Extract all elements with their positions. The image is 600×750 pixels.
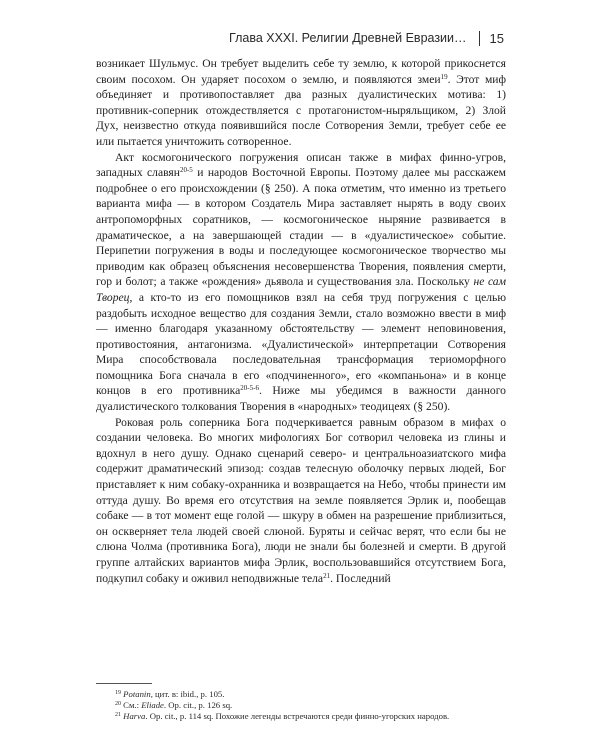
footnote-number: 19	[115, 690, 121, 696]
paragraph-1-text-a: возникает Шульмус. Он требует выделить себе ту землю, к которой прикоснется своим посохом. Он ударяет посохом о землю, и появляются змеи	[96, 57, 506, 86]
footnote-text: . Op. cit., p. 114 sq. Похожие легенды встречаются среди финно-угорских народов.	[145, 711, 450, 721]
footnote-21	[96, 711, 506, 722]
footnote-19	[96, 689, 506, 700]
paragraph-1-text-b: . Этот миф объединяет и противопоставляет два разных дуалистических мотива: 1) противник-соперник отождествляется с протагонистом-ныряльщиком, 2) Злой Дух, неизвестно откуда появившийся после Сотворения Земли, требует себе ее или пытается уничтожить сотворенное.	[96, 72, 506, 148]
paragraph-2-text-a: Акт космогонического погружения описан также в мифах финно-угров, западных славян	[96, 150, 506, 180]
header-divider	[479, 31, 480, 46]
running-title: Глава XXXI. Религии Древней Евразии…	[229, 31, 467, 45]
footnote-number: 20	[115, 701, 121, 707]
paragraph-1	[96, 56, 506, 150]
footnote-ref-20-5-6: 20-5-6	[240, 384, 259, 393]
footnote-author: Eliade	[141, 700, 164, 710]
footnote-prefix: См.:	[123, 700, 142, 710]
paragraph-2-emphasis: не сам Творец	[96, 275, 506, 304]
footnote-text: . Op. cit., p. 126 sq.	[163, 700, 233, 710]
footnote-number: 21	[115, 712, 121, 718]
main-text	[96, 56, 506, 586]
footnote-rule	[96, 683, 152, 684]
paragraph-3	[96, 415, 506, 587]
footnote-20	[96, 700, 506, 711]
paragraph-3-text-b: . Последний	[330, 571, 391, 585]
running-header	[96, 28, 504, 48]
footnote-ref-21: 21	[323, 571, 331, 580]
paragraph-2-text-b: и народов Восточной Европы. Поэтому далее мы расскажем подробнее о его происхождении (§ 250). А пока отметим, что именно из третьего варианта мифа — в котором Создатель Мира заставляет нырять в воду своих антропоморфных соратников, — космогоническое ныряние развивается в драматическое, а на завершающей стадии — в «дуалистическое» событие. Перипетии погружения в воды и последующее космогоническое творчество мы приводим как образец объяснения несовершенства Творения, появления смерти, гор и болот; а также «рождения» дьявола и существования зла. Поскольку	[96, 166, 506, 289]
footnotes	[96, 689, 506, 722]
footnote-ref-20-5: 20-5	[179, 166, 193, 175]
footnote-ref-19: 19	[440, 72, 448, 81]
footnote-text: , цит. в: ibid., p. 105.	[150, 689, 225, 699]
page-number: 15	[489, 30, 504, 46]
paragraph-2-text-d: . Ниже мы убедимся в важности данного дуалистического толкования Творения в «народных» теодицеях (§ 250).	[96, 384, 506, 414]
footnote-author: Harva	[123, 711, 146, 721]
paragraph-2	[96, 150, 506, 415]
footnote-author: Potanin	[123, 689, 151, 699]
paragraph-3-text-a: Роковая роль соперника Бога подчеркивается равным образом в мифах о создании человека. Во многих мифологиях Бог сотворил человека из глины и вдохнул в него душу. Однако сценарий северо- и центральноазиатского мифа содержит драматический эпизод: создав телесную оболочку первых людей, Бог приставляет к ним собаку-охранника и возвращается на Небо, чтобы принести им оттуда душу. Во время его отсутствия на земле появляется Эрлик и, пообещав собаке — в тот момент еще голой — шкуру в обмен на разрешение приблизиться, он оскверняет тела людей своей слюной. Буряты и сейчас верят, что если бы не слюна Чолма (противника Бога), люди не знали бы болезней и смерти. В другой группе алтайских вариантов мифа Эрлик, воспользовавшийся отсутствием Бога, подкупил собаку и оживил неподвижные тела	[96, 415, 506, 585]
paragraph-2-text-c: , а кто-то из его помощников взял на себя труд погружения с целью раздобыть исходное вещество для создания Земли, стало возможно ввести в миф — именно благодаря указанному обстоятельству — элемент неповиновения, противостояния, антагонизма. «Дуалистической» интерпретации Сотворения Мира способствовала последовательная трансформация териоморфного помощника Бога сначала в его «подчиненного», его «компаньона» и в конце концов в его противника	[96, 290, 506, 398]
